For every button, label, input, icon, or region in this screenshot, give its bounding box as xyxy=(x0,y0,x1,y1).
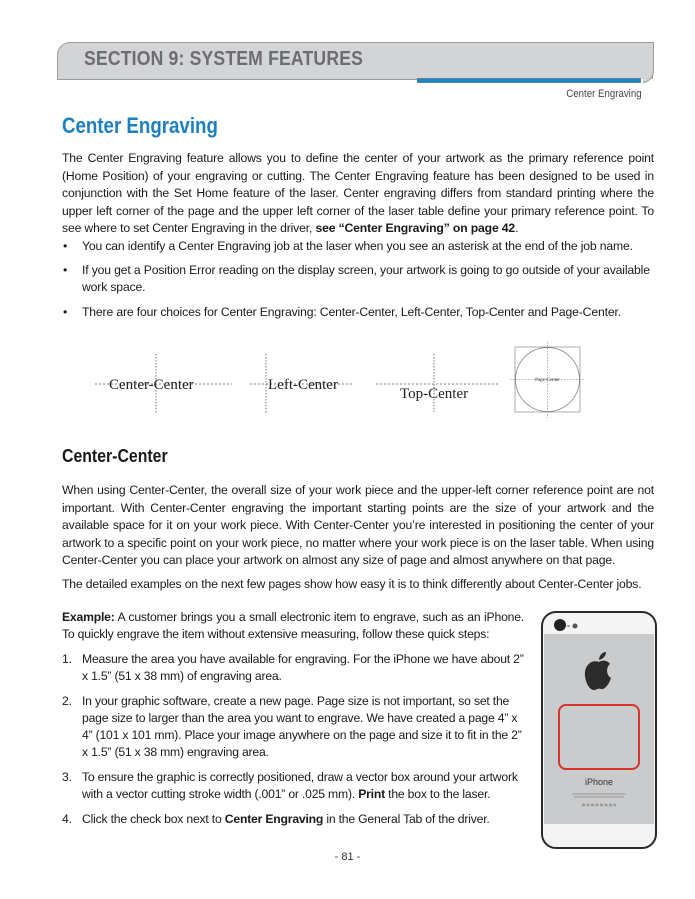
diagram-top-center xyxy=(376,354,500,412)
diagram-label-left-center: Left-Center xyxy=(268,377,338,393)
step-item: 2. In your graphic software, create a new page. Page size is not important, so set the page size to larger than the area you want to engrave. We have created a page 4” x 4” (101 x 101 mm). Place your image anywhere on the page and size it to fit in the 2” x 1.5” (51 x 38 mm) engraving area. xyxy=(62,694,522,759)
section-title: SECTION 9: SYSTEM FEATURES xyxy=(84,48,364,70)
diagram-left-center xyxy=(250,354,352,414)
cross-reference-link[interactable]: see “Center Engraving” on page 42 xyxy=(315,221,516,236)
camera-icon xyxy=(554,619,566,631)
bullet-icon: • xyxy=(63,263,68,278)
center-center-paragraph: When using Center-Center, the overall size of your work piece and the upper-left corner reference point are not important. With Center-Center engraving the important starting points are the size of your artwork and the available space for it on your work piece. With Center-Center you’re interested in positioning the center of your artwork to a specific point on your work piece, no matter where your work piece is on the laser table. When using Center-Center you can place your artwork on almost any size of page and almost anywhere on that page. xyxy=(62,483,654,568)
center-engraving-diagrams xyxy=(0,340,695,425)
diagram-label-page-center: Page-Center xyxy=(535,378,560,383)
flash-icon xyxy=(573,624,578,629)
header-accent-bar xyxy=(417,78,641,83)
examples-paragraph: The detailed examples on the next few pages show how easy it is to think differently about Center-Center jobs. xyxy=(62,577,642,591)
step-item: 1. Measure the area you have available for engraving. For the iPhone we have about 2” x 1.5” (51 x 38 mm) of engraving area. xyxy=(62,652,524,683)
running-header: Center Engraving xyxy=(566,88,642,100)
step-item: 3. To ensure the graphic is correctly positioned, draw a vector box around your artwork with a vector cutting stroke width (.001” or .025 mm). Print the box to the laser. xyxy=(62,770,518,801)
diagram-label-top-center: Top-Center xyxy=(400,386,469,402)
subheading-center-center: Center-Center xyxy=(62,446,168,466)
intro-paragraph: The Center Engraving feature allows you to define the center of your artwork as the primary reference point (Home Position) of your engraving or cutting. The Center Engraving feature has been designed to be used in conjunction with the Set Home feature of the laser. Center engraving differs from standard printing where the upper left corner of the page and the upper left corner of the laser table define your primary reference point. To see where to set Center Engraving in the driver, see “Center Engraving” on page 42. xyxy=(62,151,654,236)
header-tab-corner xyxy=(640,42,654,84)
diagram-label-center-center: Center-Center xyxy=(109,377,194,393)
page-title: Center Engraving xyxy=(62,113,218,138)
bullet-list xyxy=(62,238,654,328)
bullet-icon: • xyxy=(63,239,68,253)
header-divider xyxy=(57,79,418,80)
diagram-page-center xyxy=(510,342,585,418)
iphone-illustration xyxy=(540,610,658,850)
steps-list xyxy=(62,651,524,836)
bullet-item: • If you get a Position Error reading on the display screen, your artwork is going to go outside of your available work space. xyxy=(63,263,650,295)
example-paragraph: Example: A customer brings you a small electronic item to engrave, such as an iPhone. To quickly engrave the item without extensive measuring, follow these quick steps: xyxy=(62,610,524,641)
bullet-item: • There are four choices for Center Engraving: Center-Center, Left-Center, Top-Center and Page-Center. xyxy=(62,304,654,321)
bullet-icon: • xyxy=(63,304,68,319)
page-number: - 81 - xyxy=(334,851,361,863)
diagram-center-center xyxy=(95,354,232,414)
phone-label: iPhone xyxy=(584,777,614,787)
bullet-item: • You can identify a Center Engraving job at the laser when you see an asterisk at the end of the job name. xyxy=(62,238,654,255)
step-item: 4. Click the check box next to Center Engraving in the General Tab of the driver. xyxy=(62,812,490,826)
